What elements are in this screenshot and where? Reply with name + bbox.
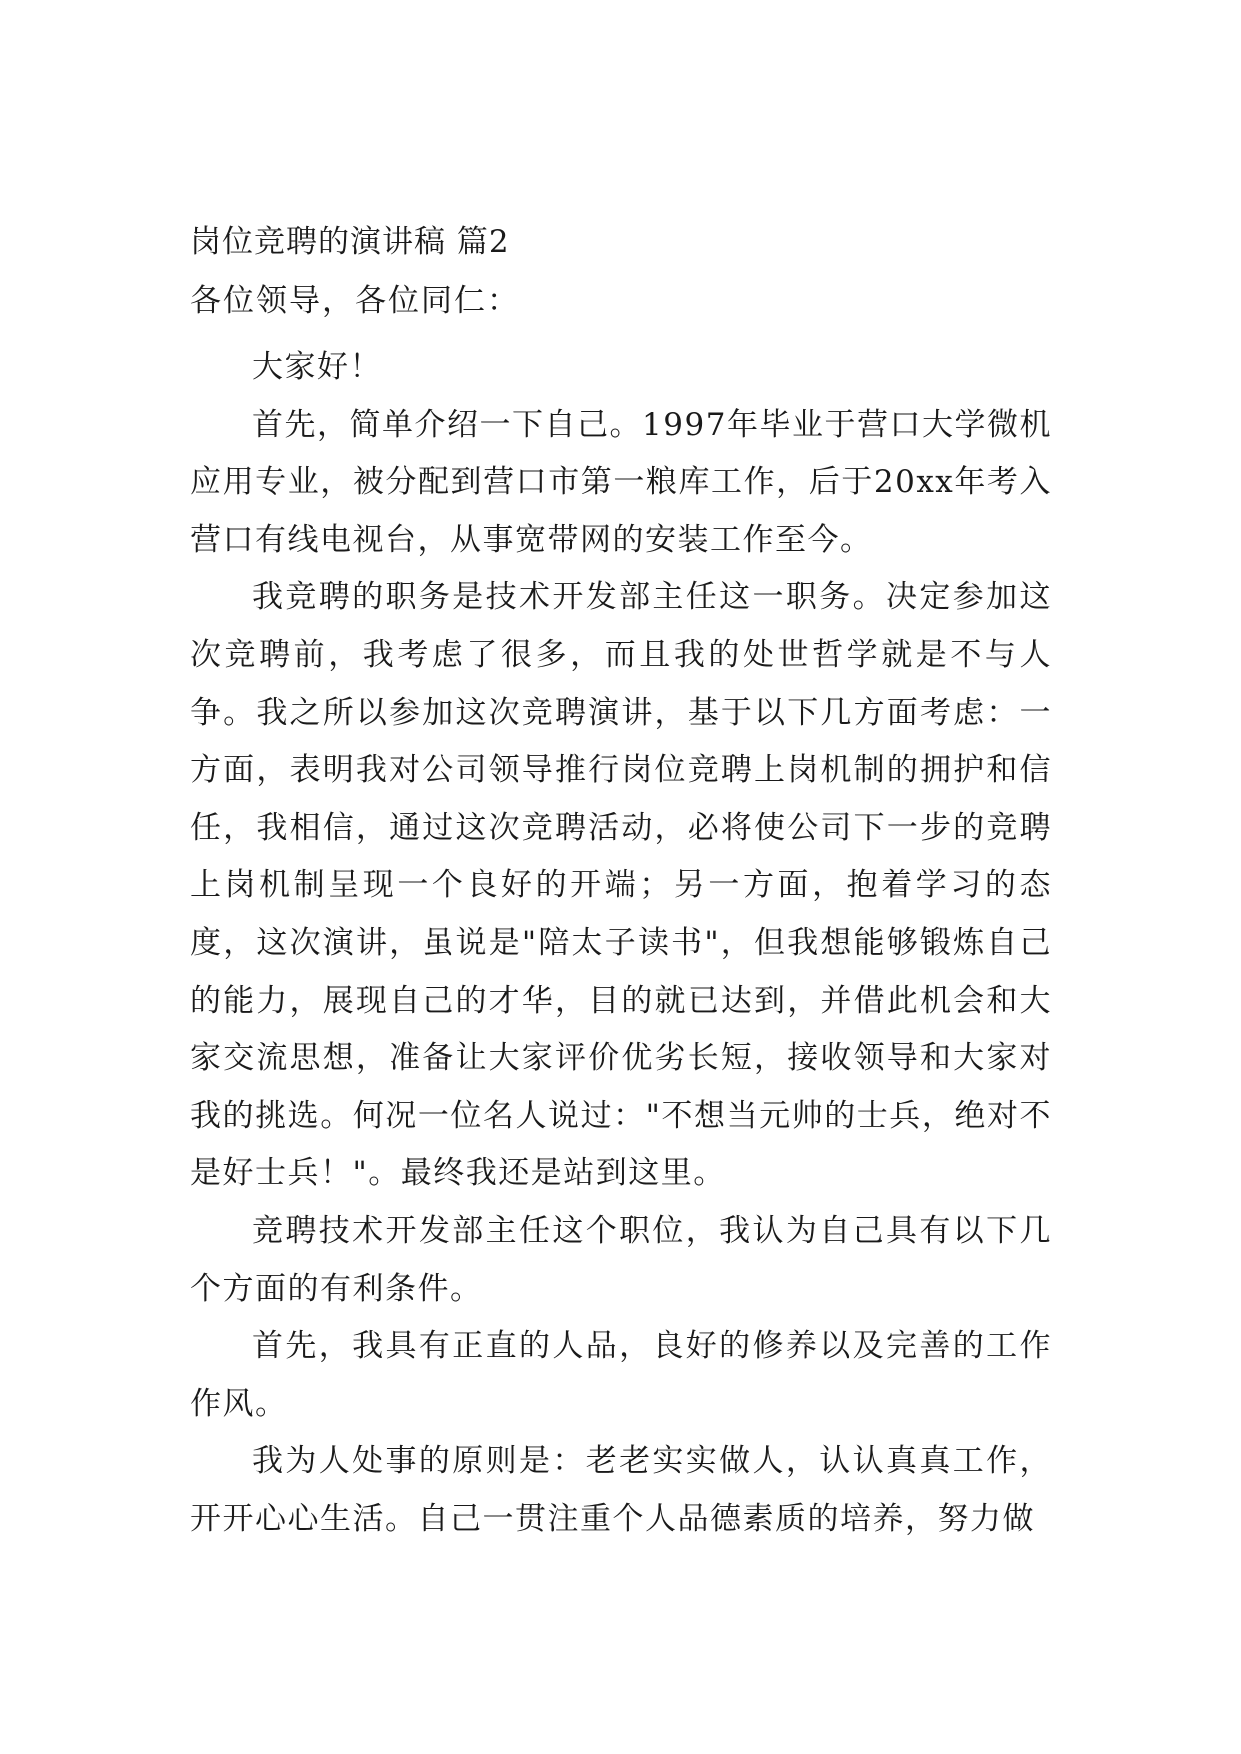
- paragraph-advantages-intro: 竞聘技术开发部主任这个职位，我认为自己具有以下几个方面的有利条件。: [190, 1212, 1052, 1307]
- paragraph-self-introduction: 首先，简单介绍一下自己。1997年毕业于营口大学微机应用专业，被分配到营口市第一粮库工作，后于20xx年考入营口有线电视台，从事宽带网的安装工作至今。: [190, 406, 1052, 558]
- document-body: [190, 339, 1052, 1548]
- salutation: 各位领导，各位同仁：: [190, 283, 520, 319]
- paragraph-character: 首先，我具有正直的人品，良好的修养以及完善的工作作风。: [190, 1328, 1052, 1422]
- paragraph-principles: 我为人处事的原则是：老老实实做人，认认真真工作，开开心心生活。自己一贯注重个人品德素质的培养，努力做: [190, 1443, 1052, 1537]
- paragraph-motivation: 我竞聘的职务是技术开发部主任这一职务。决定参加这次竞聘前，我考虑了很多，而且我的处世哲学就是不与人争。我之所以参加这次竞聘演讲，基于以下几方面考虑：一方面，表明我对公司领导推行岗位竞聘上岗机制的拥护和信任，我相信，通过这次竞聘活动，必将使公司下一步的竞聘上岗机制呈现一个良好的开端；另一方面，抱着学习的态度，这次演讲，虽说是"陪太子读书"，但我想能够锻炼自己的能力，展现自己的才华，目的就已达到，并借此机会和大家交流思想，准备让大家评价优劣长短，接收领导和大家对我的挑选。何况一位名人说过："不想当元帅的士兵，绝对不是好士兵！"。最终我还是站到这里。: [190, 579, 1052, 1192]
- paragraph-greeting: 大家好！: [252, 349, 382, 385]
- document-title: 岗位竞聘的演讲稿 篇2: [190, 224, 510, 260]
